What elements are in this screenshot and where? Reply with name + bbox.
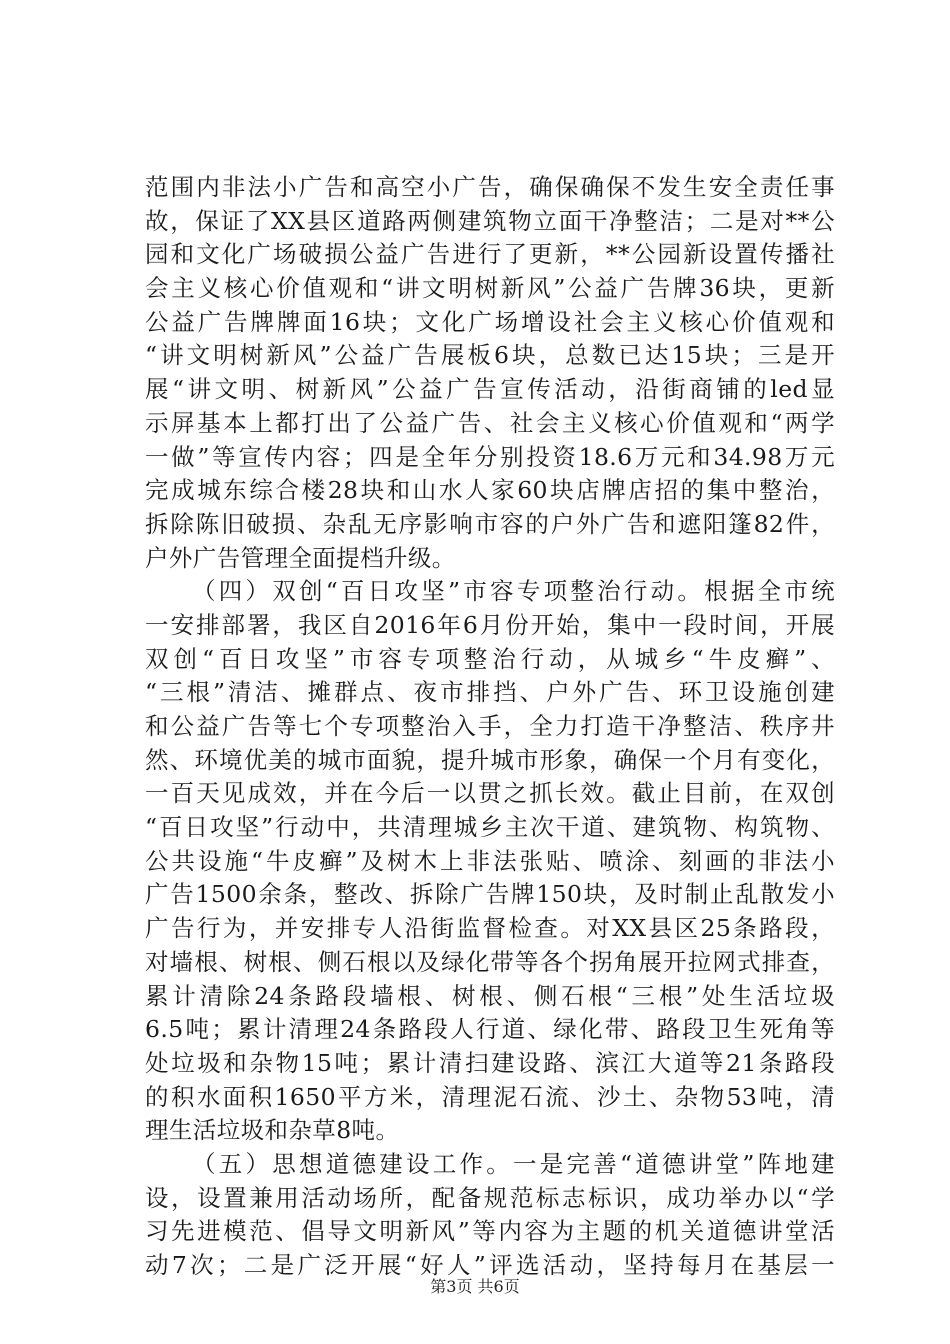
- text-line: （五）思想道德建设工作。一是完善“道德讲堂”阵地建: [192, 1149, 835, 1178]
- text-line: 动7次；二是广泛开展“好人”评选活动，坚持每月在基层一: [145, 1251, 835, 1279]
- text-line: 示屏基本上都打出了公益广告、社会主义核心价值观和“两学: [145, 408, 835, 437]
- text-line: 理生活垃圾和杂草8吨。: [145, 1116, 400, 1145]
- text-line: 公益广告牌牌面16块；文化广场增设社会主义核心价值观和: [145, 307, 835, 336]
- document-body: [145, 171, 835, 1283]
- text-line: 广告1500余条，整改、拆除广告牌150块，及时制止乱散发小: [145, 880, 835, 909]
- text-line: 会主义核心价值观和“讲文明树新风”公益广告牌36块，更新: [145, 274, 835, 303]
- text-line: 双创“百日攻坚”市容专项整治行动，从城乡“牛皮癣”、: [145, 644, 835, 673]
- text-line: 习先进模范、倡导文明新风”等内容为主题的机关道德讲堂活: [145, 1217, 835, 1246]
- text-line: 一做”等宣传内容；四是全年分别投资18.6万元和34.98万元: [145, 442, 835, 471]
- text-line: 户外广告管理全面提档升级。: [145, 543, 456, 572]
- text-line: 然、环境优美的城市面貌，提升城市形象，确保一个月有变化，: [145, 745, 835, 774]
- text-line: “百日攻坚”行动中，共清理城乡主次干道、建筑物、构筑物、: [145, 813, 835, 842]
- text-line: 范围内非法小广告和高空小广告，确保确保不发生安全责任事: [145, 173, 835, 201]
- text-line: 公共设施“牛皮癣”及树木上非法张贴、喷涂、刻画的非法小: [145, 846, 835, 875]
- text-line: 展“讲文明、树新风”公益广告宣传活动，沿街商铺的led显: [145, 375, 835, 404]
- text-line: 对墙根、树根、侧石根以及绿化带等各个拐角展开拉网式排查，: [145, 947, 835, 976]
- page-footer: 第3页 共6页: [430, 1277, 520, 1296]
- text-line: 设，设置兼用活动场所，配备规范标志标识，成功举办以“学: [145, 1183, 835, 1212]
- text-line: 的积水面积1650平方米，清理泥石流、沙土、杂物53吨，清: [145, 1082, 835, 1111]
- text-line: 广告行为，并安排专人沿街监督检查。对XX县区25条路段，: [145, 914, 835, 943]
- text-line: 和公益广告等七个专项整治入手，全力打造干净整洁、秩序井: [145, 712, 835, 740]
- text-line: 处垃圾和杂物15吨；累计清扫建设路、滨江大道等21条路段: [145, 1048, 835, 1077]
- text-line: （四）双创“百日攻坚”市容专项整治行动。根据全市统: [192, 577, 835, 606]
- text-line: 累计清除24条路段墙根、树根、侧石根“三根”处生活垃圾: [145, 981, 835, 1010]
- text-line: 拆除陈旧破损、杂乱无序影响市容的户外广告和遮阳篷82件，: [145, 509, 835, 538]
- text-line: 故，保证了XX县区道路两侧建筑物立面干净整洁；二是对**公: [145, 206, 835, 235]
- text-line: 园和文化广场破损公益广告进行了更新，**公园新设置传播社: [145, 240, 835, 269]
- text-line: “三根”清洁、摊群点、夜市排挡、户外广告、环卫设施创建: [145, 678, 835, 707]
- text-line: 6.5吨；累计清理24条路段人行道、绿化带、路段卫生死角等: [145, 1015, 835, 1044]
- text-line: 一安排部署，我区自2016年6月份开始，集中一段时间，开展: [145, 610, 835, 639]
- text-line: “讲文明树新风”公益广告展板6块，总数已达15块；三是开: [145, 341, 835, 370]
- text-line: 完成城东综合楼28块和山水人家60块店牌店招的集中整治，: [145, 476, 835, 505]
- text-line: 一百天见成效，并在今后一以贯之抓长效。截止目前，在双创: [145, 779, 835, 808]
